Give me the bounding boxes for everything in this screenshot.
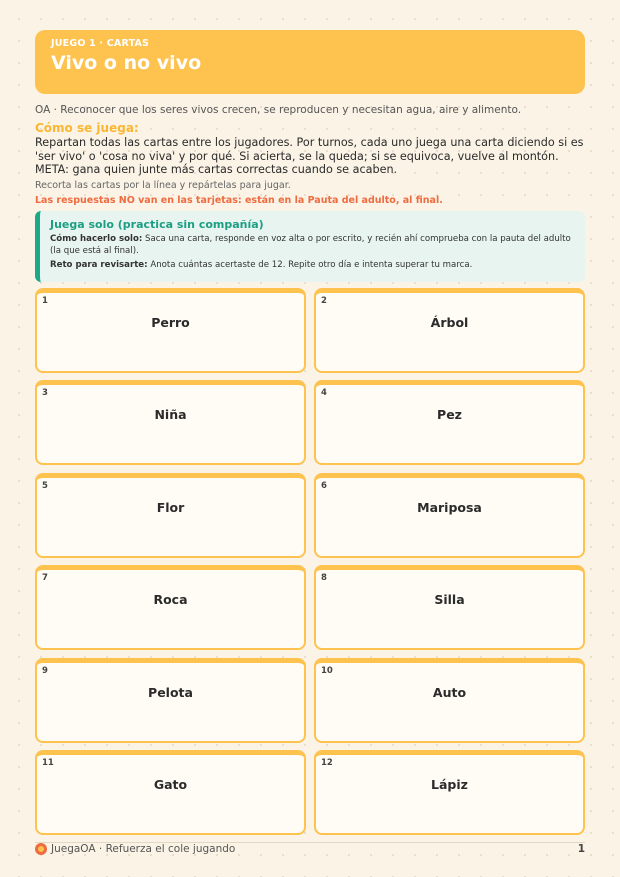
card-number: 2	[321, 296, 327, 306]
page-footer	[35, 843, 585, 857]
learning-objective: OA · Reconocer que los seres vivos crecen, se reproducen y necesitan agua, aire y alimento.	[35, 104, 522, 116]
card-word: Silla	[434, 592, 465, 607]
card-number: 7	[42, 573, 48, 583]
solo-challenge-text: Anota cuántas acertaste de 12. Repite otro día e intenta superar tu marca.	[150, 260, 473, 270]
card-number: 12	[321, 758, 333, 768]
game-card	[314, 380, 585, 465]
how-to-play-title: Cómo se juega:	[35, 121, 139, 135]
card-word: Mariposa	[417, 500, 482, 515]
card-word: Pelota	[148, 685, 193, 700]
card-number: 6	[321, 481, 327, 491]
game-card	[314, 473, 585, 558]
page-title: Vivo o no vivo	[51, 52, 202, 74]
card-word: Pez	[437, 407, 462, 422]
card-number: 11	[42, 758, 54, 768]
game-card	[35, 473, 306, 558]
game-card	[35, 565, 306, 650]
card-number: 4	[321, 388, 327, 398]
game-card	[35, 288, 306, 373]
card-word: Árbol	[430, 315, 469, 330]
page-header	[35, 30, 585, 94]
card-number: 9	[42, 666, 48, 676]
card-word: Lápiz	[431, 777, 468, 792]
card-word: Flor	[156, 500, 185, 515]
card-number: 8	[321, 573, 327, 583]
game-kicker: JUEGO 1 · CARTAS	[51, 38, 150, 49]
cut-instructions: Recorta las cartas por la línea y repártelas para jugar.	[35, 180, 291, 191]
page-number: 1	[577, 843, 585, 855]
game-card	[314, 565, 585, 650]
card-word: Perro	[151, 315, 190, 330]
card-number: 10	[321, 666, 333, 676]
game-card	[35, 658, 306, 743]
juegaoa-logo-icon	[35, 843, 47, 855]
solo-how-label: Cómo hacerlo solo:	[50, 234, 143, 244]
game-card	[314, 750, 585, 835]
solo-challenge-line	[50, 260, 575, 272]
card-word: Gato	[153, 777, 188, 792]
footer-brand: JuegaOA · Refuerza el cole jugando	[51, 843, 236, 855]
how-to-play-text: Repartan todas las cartas entre los jugadores. Por turnos, cada uno juega una carta diciendo si es 'ser vivo' o 'cosa no viva' y por qué. Si acierta, se la queda; si se equivoca, vuelve al montón. META: gana quien junte más cartas correctas cuando se acaben.	[35, 136, 584, 177]
game-card	[314, 288, 585, 373]
solo-play-box	[35, 211, 585, 282]
card-number: 1	[42, 296, 48, 306]
card-word: Roca	[153, 592, 188, 607]
solo-how-line	[50, 234, 575, 257]
solo-challenge-label: Reto para revisarte:	[50, 260, 148, 270]
card-word: Auto	[432, 685, 467, 700]
solo-play-title: Juega solo (practica sin compañía)	[50, 218, 264, 231]
card-number: 5	[42, 481, 48, 491]
card-number: 3	[42, 388, 48, 398]
game-card	[314, 658, 585, 743]
solo-how-text: Saca una carta, responde en voz alta o por escrito, y recién ahí comprueba con la pauta del adulto (la que está al final).	[50, 234, 571, 256]
game-card	[35, 380, 306, 465]
game-card	[35, 750, 306, 835]
card-word: Niña	[154, 407, 187, 422]
answers-note: Las respuestas NO van en las tarjetas: están en la Pauta del adulto, al final.	[35, 195, 443, 206]
